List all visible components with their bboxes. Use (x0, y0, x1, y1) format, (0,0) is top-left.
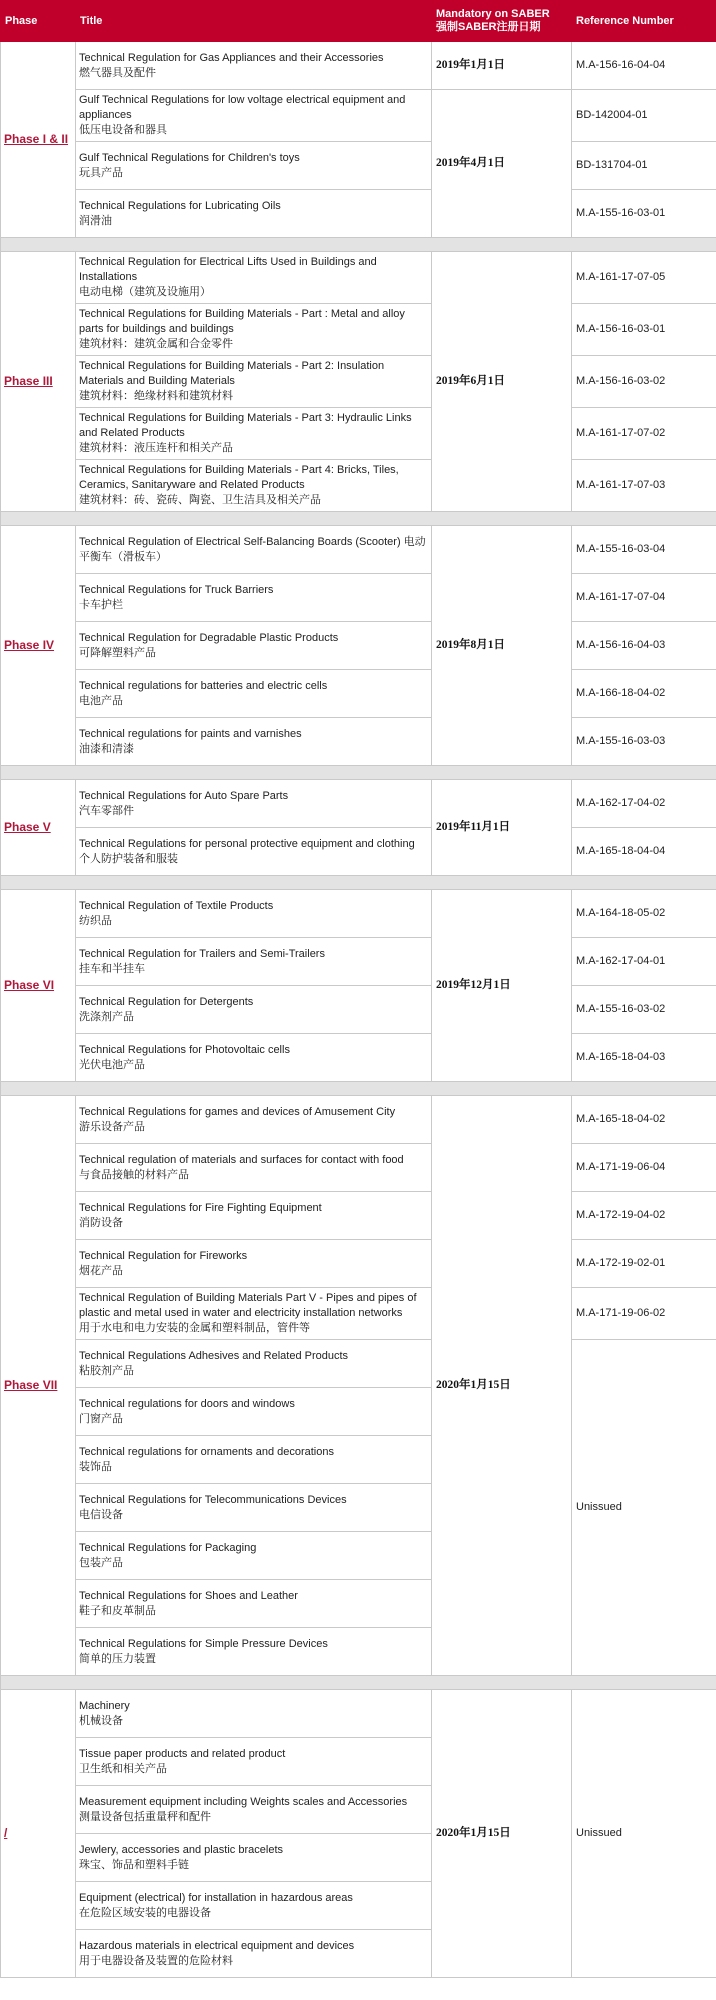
title-cell (76, 190, 432, 238)
table-header-row (1, 1, 716, 42)
reference-number-cell: M.A-165-18-04-04 (572, 828, 716, 876)
title-en: Gulf Technical Regulations for Children's toys (79, 151, 300, 164)
header-mandatory-cn: 强制SABER注册日期 (436, 21, 541, 33)
separator-cell (1, 512, 716, 526)
phase-separator-row (1, 876, 716, 890)
title-cell (76, 1882, 432, 1930)
title-en: Technical regulations for doors and windows (79, 1397, 295, 1410)
table-row (1, 90, 716, 142)
table-row (1, 828, 716, 876)
title-cell (76, 574, 432, 622)
title-en: Technical Regulation for Degradable Plastic Products (79, 631, 339, 644)
phase-cell (1, 42, 76, 238)
title-cn: 与食品接触的材料产品 (79, 1168, 189, 1181)
separator-cell (1, 238, 716, 252)
title-en: Technical Regulation of Electrical Self-Balancing Boards (Scooter) 电动平衡车（滑板车） (79, 535, 426, 563)
title-en: Technical Regulations Adhesives and Related Products (79, 1349, 349, 1362)
title-en: Machinery (79, 1699, 130, 1712)
table-row (1, 670, 716, 718)
phase-cell (1, 252, 76, 512)
title-cell (76, 1340, 432, 1388)
title-cell (76, 526, 432, 574)
title-cn: 粘胶剂产品 (79, 1364, 134, 1377)
title-cn: 建筑材料：液压连杆和相关产品 (79, 442, 233, 454)
title-cn: 建筑材料：砖、瓷砖、陶瓷、卫生洁具及相关产品 (79, 494, 321, 506)
reference-number-cell: M.A-155-16-03-04 (572, 526, 716, 574)
table-row (1, 1240, 716, 1288)
title-en: Technical Regulation for Electrical Lifts Used in Buildings and Installations (79, 256, 377, 283)
title-en: Technical Regulation of Textile Products (79, 899, 274, 912)
title-en: Technical Regulations for Auto Spare Parts (79, 789, 289, 802)
title-cn: 游乐设备产品 (79, 1120, 145, 1133)
title-cell (76, 252, 432, 304)
title-cell (76, 356, 432, 408)
title-en: Technical Regulations for personal protective equipment and clothing (79, 837, 415, 850)
separator-cell (1, 766, 716, 780)
table-row (1, 252, 716, 304)
reference-number-cell: M.A-172-19-04-02 (572, 1192, 716, 1240)
header-title: Title (76, 1, 432, 42)
title-en: Technical Regulations for Simple Pressure Devices (79, 1637, 328, 1650)
title-cell (76, 718, 432, 766)
title-cn: 测量设备包括重量秤和配件 (79, 1810, 211, 1823)
title-cell (76, 1738, 432, 1786)
title-en: Technical Regulation for Gas Appliances and their Accessories (79, 51, 384, 64)
title-en: Technical regulations for paints and varnishes (79, 727, 302, 740)
phase-separator-row (1, 1676, 716, 1690)
title-en: Technical regulation of materials and surfaces for contact with food (79, 1153, 404, 1166)
title-cell (76, 1834, 432, 1882)
title-cell (76, 1628, 432, 1676)
reference-number-cell: M.A-166-18-04-02 (572, 670, 716, 718)
phase-link[interactable]: Phase IV (4, 637, 55, 652)
title-cn: 珠宝、饰品和塑料手链 (79, 1858, 189, 1871)
table-row (1, 408, 716, 460)
title-en: Technical Regulations for Lubricating Oils (79, 199, 281, 212)
table-row (1, 526, 716, 574)
title-cell (76, 1034, 432, 1082)
title-cell (76, 1192, 432, 1240)
table-row (1, 986, 716, 1034)
title-en: Technical Regulation for Trailers and Semi-Trailers (79, 947, 325, 960)
title-en: Measurement equipment including Weights scales and Accessories (79, 1795, 408, 1808)
mandatory-date-cell: 2019年11月1日 (432, 780, 572, 876)
title-cn: 挂车和半挂车 (79, 962, 145, 975)
title-en: Technical Regulations for Shoes and Leather (79, 1589, 298, 1602)
title-cell (76, 622, 432, 670)
table-body (1, 42, 716, 1978)
title-en: Technical Regulations for Truck Barriers (79, 583, 274, 596)
title-cell (76, 460, 432, 512)
table-row (1, 1144, 716, 1192)
title-en: Technical Regulations for Building Materials - Part 4: Bricks, Tiles, Ceramics, Sanitaryware and Related Products (79, 464, 399, 491)
table-row (1, 1690, 716, 1738)
title-cn: 汽车零部件 (79, 804, 134, 817)
title-cn: 润滑油 (79, 214, 112, 227)
reference-number-cell: M.A-162-17-04-01 (572, 938, 716, 986)
table-row (1, 1340, 716, 1388)
reference-number-cell: BD-142004-01 (572, 90, 716, 142)
table-row (1, 1096, 716, 1144)
reference-number-cell: Unissued (572, 1690, 716, 1978)
reference-number-cell: M.A-155-16-03-02 (572, 986, 716, 1034)
table-row (1, 718, 716, 766)
reference-number-cell: M.A-161-17-07-04 (572, 574, 716, 622)
table-row (1, 190, 716, 238)
title-cn: 低压电设备和器具 (79, 124, 167, 136)
reference-number-cell: BD-131704-01 (572, 142, 716, 190)
mandatory-date-cell: 2020年1月15日 (432, 1690, 572, 1978)
title-en: Technical regulations for batteries and electric cells (79, 679, 328, 692)
reference-number-cell: M.A-156-16-03-02 (572, 356, 716, 408)
phase-separator-row (1, 512, 716, 526)
table-row (1, 1192, 716, 1240)
mandatory-date-cell: 2019年6月1日 (432, 252, 572, 512)
title-cn: 洗涤剂产品 (79, 1010, 134, 1023)
reference-number-cell: M.A-161-17-07-02 (572, 408, 716, 460)
reference-number-cell: M.A-156-16-03-01 (572, 304, 716, 356)
title-cell (76, 670, 432, 718)
header-mandatory (432, 1, 572, 42)
title-cn: 玩具产品 (79, 166, 123, 179)
reference-number-cell: M.A-156-16-04-03 (572, 622, 716, 670)
title-en: Technical Regulation of Building Materials Part V - Pipes and pipes of plastic and metal used in water and electricity installation networks (79, 1292, 417, 1319)
title-cn: 个人防护装备和服装 (79, 852, 178, 865)
title-en: Technical Regulations for games and devices of Amusement City (79, 1105, 396, 1118)
phase-separator-row (1, 766, 716, 780)
title-cn: 在危险区域安装的电器设备 (79, 1906, 211, 1919)
title-en: Gulf Technical Regulations for low voltage electrical equipment and appliances (79, 94, 406, 121)
title-cell (76, 1930, 432, 1978)
table-row (1, 356, 716, 408)
phase-link[interactable]: Phase VI (4, 977, 55, 992)
title-en: Technical Regulations for Packaging (79, 1541, 257, 1554)
reference-number-cell: Unissued (572, 1340, 716, 1676)
title-cn: 烟花产品 (79, 1264, 123, 1277)
title-en: Equipment (electrical) for installation in hazardous areas (79, 1891, 353, 1904)
reference-number-cell: M.A-161-17-07-03 (572, 460, 716, 512)
title-cell (76, 1288, 432, 1340)
phase-link[interactable]: Phase I & II (4, 131, 69, 146)
table-row (1, 938, 716, 986)
reference-number-cell: M.A-164-18-05-02 (572, 890, 716, 938)
table-row (1, 574, 716, 622)
phase-cell (1, 526, 76, 766)
title-cn: 卡车护栏 (79, 598, 123, 611)
mandatory-date-cell: 2019年1月1日 (432, 42, 572, 90)
title-cn: 机械设备 (79, 1714, 123, 1727)
mandatory-date-cell: 2019年4月1日 (432, 90, 572, 238)
title-cell (76, 1690, 432, 1738)
phase-cell (1, 890, 76, 1082)
title-cell (76, 1436, 432, 1484)
title-cell (76, 90, 432, 142)
mandatory-date-cell: 2020年1月15日 (432, 1096, 572, 1676)
title-cn: 电池产品 (79, 694, 123, 707)
phase-cell (1, 1096, 76, 1676)
phase-link[interactable]: Phase VII (4, 1377, 58, 1392)
title-cell (76, 890, 432, 938)
header-mandatory-en: Mandatory on SABER (436, 8, 550, 20)
title-cn: 装饰品 (79, 1460, 112, 1473)
table-row (1, 42, 716, 90)
title-cell (76, 42, 432, 90)
title-cn: 包装产品 (79, 1556, 123, 1569)
title-cn: 门窗产品 (79, 1412, 123, 1425)
table-row (1, 622, 716, 670)
phase-separator-row (1, 238, 716, 252)
phase-cell (1, 1690, 76, 1978)
title-en: Technical Regulation for Fireworks (79, 1249, 248, 1262)
title-cell (76, 1786, 432, 1834)
title-en: Technical Regulations for Building Materials - Part 3: Hydraulic Links and Related Products (79, 412, 412, 439)
title-en: Tissue paper products and related product (79, 1747, 286, 1760)
reference-number-cell: M.A-161-17-07-05 (572, 252, 716, 304)
title-cell (76, 938, 432, 986)
title-cell (76, 1532, 432, 1580)
reference-number-cell: M.A-165-18-04-03 (572, 1034, 716, 1082)
phase-link[interactable]: / (4, 1825, 8, 1840)
reference-number-cell: M.A-162-17-04-02 (572, 780, 716, 828)
title-en: Technical Regulations for Building Materials - Part 2: Insulation Materials and Building Materials (79, 360, 385, 387)
title-cn: 建筑材料：建筑金属和合金零件 (79, 338, 233, 350)
title-cn: 消防设备 (79, 1216, 123, 1229)
table-row (1, 142, 716, 190)
title-en: Hazardous materials in electrical equipment and devices (79, 1939, 355, 1952)
title-en: Technical Regulations for Fire Fighting Equipment (79, 1201, 322, 1214)
title-cn: 鞋子和皮革制品 (79, 1604, 156, 1617)
phase-separator-row (1, 1082, 716, 1096)
title-cell (76, 1144, 432, 1192)
title-cell (76, 1388, 432, 1436)
title-cell (76, 1096, 432, 1144)
header-phase: Phase (1, 1, 76, 42)
title-cell (76, 304, 432, 356)
title-cell (76, 142, 432, 190)
title-cn: 燃气器具及配件 (79, 66, 156, 79)
header-reference: Reference Number (572, 1, 716, 42)
title-en: Jewlery, accessories and plastic bracelets (79, 1843, 283, 1856)
title-cn: 电动电梯（建筑及设施用） (79, 286, 211, 298)
title-en: Technical Regulation for Detergents (79, 995, 254, 1008)
title-cn: 卫生纸和相关产品 (79, 1762, 167, 1775)
reference-number-cell: M.A-155-16-03-03 (572, 718, 716, 766)
table-row (1, 780, 716, 828)
table-row (1, 1034, 716, 1082)
title-cell (76, 1484, 432, 1532)
reference-number-cell: M.A-165-18-04-02 (572, 1096, 716, 1144)
title-en: Technical Regulations for Telecommunications Devices (79, 1493, 347, 1506)
title-cn: 简单的压力装置 (79, 1652, 156, 1665)
reference-number-cell: M.A-172-19-02-01 (572, 1240, 716, 1288)
title-cn: 纺织品 (79, 914, 112, 927)
title-cell (76, 828, 432, 876)
table-row (1, 460, 716, 512)
separator-cell (1, 876, 716, 890)
title-cell (76, 1580, 432, 1628)
title-cell (76, 1240, 432, 1288)
title-en: Technical Regulations for Building Materials - Part : Metal and alloy parts for buildings and buildings (79, 308, 405, 335)
title-cn: 用于电器设备及装置的危险材料 (79, 1954, 233, 1967)
title-en: Technical regulations for ornaments and decorations (79, 1445, 334, 1458)
title-cn: 可降解塑料产品 (79, 646, 156, 659)
mandatory-date-cell: 2019年8月1日 (432, 526, 572, 766)
reference-number-cell: M.A-156-16-04-04 (572, 42, 716, 90)
title-cell (76, 780, 432, 828)
reference-number-cell: M.A-171-19-06-04 (572, 1144, 716, 1192)
reference-number-cell: M.A-171-19-06-02 (572, 1288, 716, 1340)
table-row (1, 304, 716, 356)
title-cn: 电信设备 (79, 1508, 123, 1521)
title-cn: 光伏电池产品 (79, 1058, 145, 1071)
separator-cell (1, 1676, 716, 1690)
title-cn: 用于水电和电力安装的金属和塑料制品，管件等 (79, 1322, 310, 1334)
table-row (1, 1288, 716, 1340)
reference-number-cell: M.A-155-16-03-01 (572, 190, 716, 238)
phase-link[interactable]: Phase III (4, 373, 53, 388)
separator-cell (1, 1082, 716, 1096)
table-row (1, 890, 716, 938)
title-cell (76, 408, 432, 460)
phase-cell (1, 780, 76, 876)
phase-link[interactable]: Phase V (4, 819, 51, 834)
title-cn: 建筑材料：绝缘材料和建筑材料 (79, 390, 233, 402)
title-cell (76, 986, 432, 1034)
mandatory-date-cell: 2019年12月1日 (432, 890, 572, 1082)
title-en: Technical Regulations for Photovoltaic cells (79, 1043, 290, 1056)
title-cn: 油漆和清漆 (79, 742, 134, 755)
